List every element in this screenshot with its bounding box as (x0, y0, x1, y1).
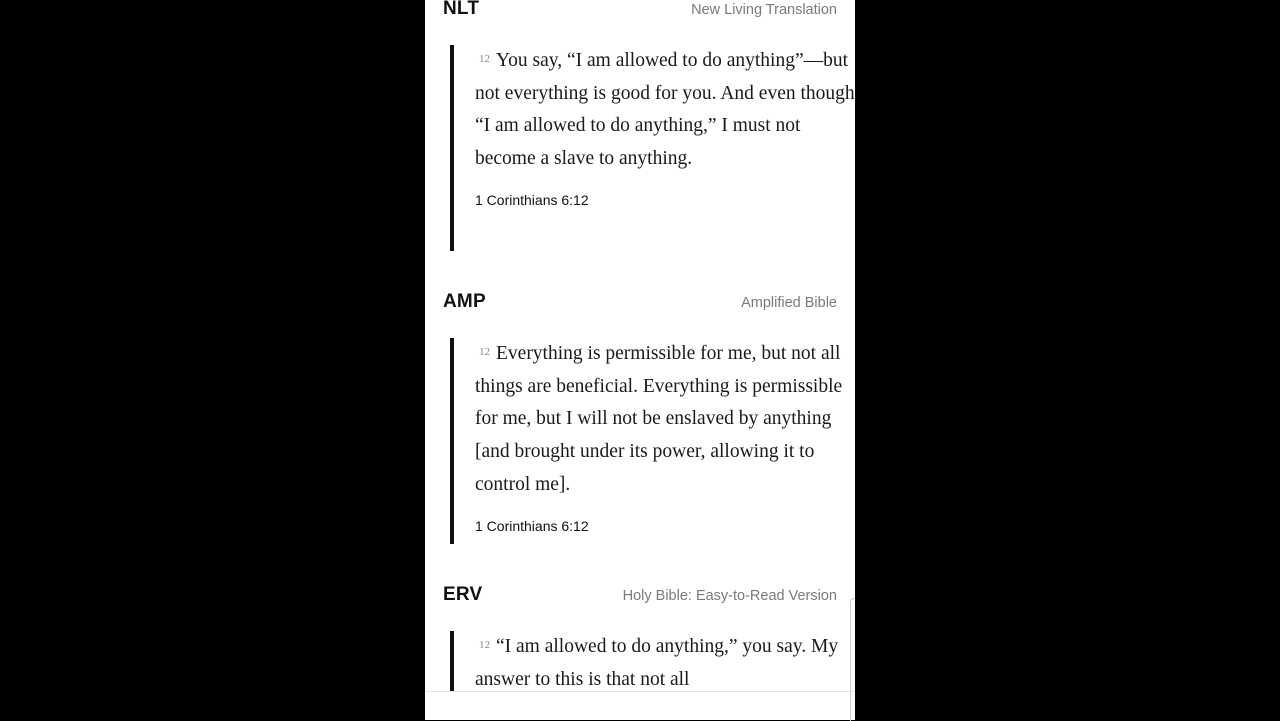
verse-number: 12 (479, 639, 490, 651)
verse-text[interactable] (475, 338, 855, 502)
version-abbr: AMP (443, 291, 486, 312)
version-abbr: ERV (443, 584, 483, 605)
verse-text[interactable] (475, 631, 855, 696)
verse-number: 12 (479, 346, 490, 358)
verse-block-amp (450, 338, 855, 544)
version-abbr: NLT (443, 0, 480, 19)
version-header-erv[interactable] (443, 584, 837, 606)
version-name: New Living Translation (691, 2, 837, 18)
version-name: Amplified Bible (741, 295, 837, 311)
bible-compare-screen (425, 0, 855, 720)
verse-body: You say, “I am allowed to do anything”—but not everything is good for you. And even though “I am allowed to do anything,” I must not become a slave to anything. (475, 50, 855, 170)
version-header-nlt[interactable] (443, 0, 837, 20)
bottom-bar (425, 692, 855, 720)
version-name: Holy Bible: Easy-to-Read Version (622, 588, 837, 604)
bottom-divider (425, 691, 855, 692)
verse-number: 12 (479, 53, 490, 65)
version-header-amp[interactable] (443, 291, 837, 313)
verse-reference[interactable]: 1 Corinthians 6:12 (475, 191, 589, 208)
scrollbar[interactable] (850, 598, 855, 721)
verse-body: “I am allowed to do anything,” you say. My answer to this is that not all (475, 636, 839, 690)
verse-text[interactable] (475, 45, 855, 176)
verse-reference[interactable]: 1 Corinthians 6:12 (475, 517, 589, 534)
verse-block-nlt (450, 45, 855, 251)
verse-body: Everything is permissible for me, but not all things are beneficial. Everything is permissible for me, but I will not be enslaved by anything [and brought under its power, allowing it to control me]. (475, 343, 843, 495)
